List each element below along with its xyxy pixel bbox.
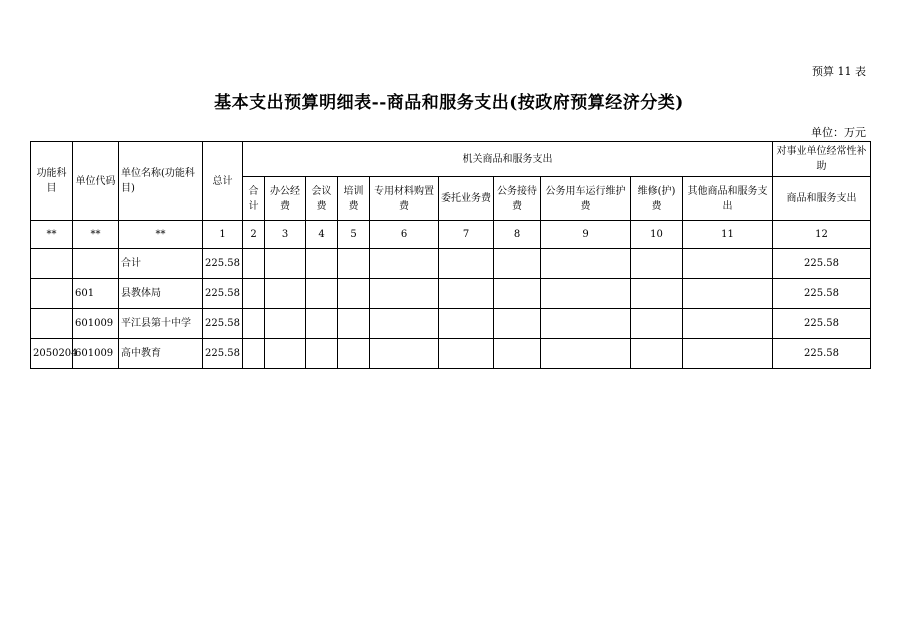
header-func-code: 功能科目 [31, 142, 73, 221]
cell-func [31, 249, 73, 279]
header-col: 公务接待费 [494, 177, 541, 221]
header-row-1 [31, 142, 871, 177]
index-cell: 6 [370, 221, 439, 249]
index-cell: 3 [265, 221, 306, 249]
cell-func [31, 279, 73, 309]
index-cell: ** [119, 221, 203, 249]
cell-name: 高中教育 [119, 339, 203, 369]
header-col: 委托业务费 [439, 177, 494, 221]
cell-code [73, 249, 119, 279]
index-cell: 12 [773, 221, 871, 249]
cell-name: 合计 [119, 249, 203, 279]
header-col: 专用材料购置费 [370, 177, 439, 221]
header-unit-code: 单位代码 [73, 142, 119, 221]
index-cell: 5 [338, 221, 370, 249]
header-col: 会议费 [306, 177, 338, 221]
table-row [31, 339, 871, 369]
header-unit-name: 单位名称(功能科目) [119, 142, 203, 221]
index-cell: ** [31, 221, 73, 249]
index-cell: ** [73, 221, 119, 249]
header-col: 办公经费 [265, 177, 306, 221]
cell-total: 225.58 [203, 249, 243, 279]
header-total: 总计 [203, 142, 243, 221]
table-row [31, 249, 871, 279]
index-cell: 4 [306, 221, 338, 249]
cell-total: 225.58 [203, 279, 243, 309]
index-cell: 2 [243, 221, 265, 249]
cell-name: 县教体局 [119, 279, 203, 309]
cell-total: 225.58 [203, 339, 243, 369]
cell-subsidy: 225.58 [773, 339, 871, 369]
header-col: 合计 [243, 177, 265, 221]
unit-label: 单位：万元 [811, 126, 866, 139]
index-cell: 1 [203, 221, 243, 249]
cell-subsidy: 225.58 [773, 309, 871, 339]
table-row [31, 309, 871, 339]
cell-code: 601 [73, 279, 119, 309]
cell-code: 601009 [73, 309, 119, 339]
index-cell: 11 [683, 221, 773, 249]
cell-total: 225.58 [203, 309, 243, 339]
cell-code: 601009 [73, 339, 119, 369]
cell-func [31, 309, 73, 339]
table-row [31, 279, 871, 309]
cell-func: 2050204 [31, 339, 73, 369]
index-cell: 8 [494, 221, 541, 249]
header-col: 公务用车运行维护费 [541, 177, 631, 221]
table-number: 预算 11 表 [812, 65, 866, 78]
page-title: 基本支出预算明细表--商品和服务支出(按政府预算经济分类) [214, 93, 684, 113]
header-col-subsidy: 商品和服务支出 [773, 177, 871, 221]
cell-subsidy: 225.58 [773, 279, 871, 309]
header-col: 其他商品和服务支出 [683, 177, 773, 221]
index-row [31, 221, 871, 249]
budget-table [30, 141, 871, 369]
header-col: 维修(护)费 [631, 177, 683, 221]
cell-subsidy: 225.58 [773, 249, 871, 279]
index-cell: 7 [439, 221, 494, 249]
cell-name: 平江县第十中学 [119, 309, 203, 339]
index-cell: 9 [541, 221, 631, 249]
index-cell: 10 [631, 221, 683, 249]
header-col: 培训费 [338, 177, 370, 221]
header-group-subsidy: 对事业单位经常性补助 [773, 142, 871, 177]
header-group-main: 机关商品和服务支出 [243, 142, 773, 177]
